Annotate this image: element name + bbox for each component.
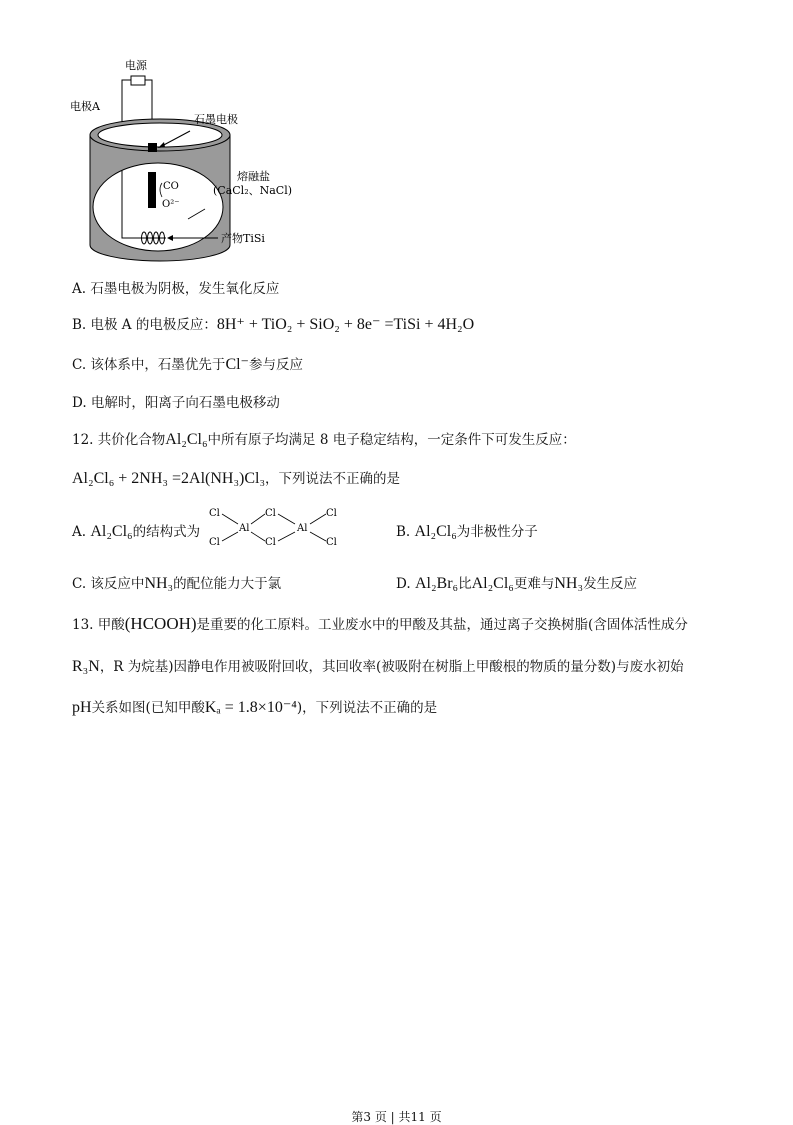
q12-option-c-suffix: 的配位能力大于氯: [173, 576, 282, 592]
q13-line-3-text: 关系如图(已知甲酸: [91, 700, 205, 716]
q12-reaction-suffix: ，下列说法不正确的是: [265, 471, 401, 487]
salt-label: 熔融盐: [237, 170, 270, 183]
q12-stem: [72, 428, 576, 449]
q11-option-b: [72, 313, 474, 334]
cylinder-opening: [98, 123, 222, 147]
q11-option-b-formula: 8H⁺ + TiO₂ + SiO₂ + 8e⁻ =TiSi + 4H₂O: [216, 316, 475, 333]
q12-option-b: [396, 520, 538, 541]
q12-option-d-mid: 比: [458, 576, 472, 592]
q13-ka: Kₐ = 1.8×10⁻⁴: [204, 699, 297, 716]
q12-option-c-text: C. 该反应中: [72, 576, 145, 592]
struct-cl-tr: Cl: [326, 508, 337, 519]
q12-option-a-text: 的结构式为: [132, 524, 201, 540]
q13-line-3-suffix: )，下列说法不正确的是: [296, 700, 438, 716]
q11-option-c: [72, 353, 303, 374]
q12-option-d: [396, 572, 637, 593]
graphite-top: [148, 143, 157, 152]
salt-formula: (CaCl₂、NaCl): [213, 184, 293, 197]
q13-hcooh: (HCOOH): [124, 614, 197, 633]
product-label: 产物TiSi: [221, 232, 265, 245]
q12-option-d-suffix: 发生反应: [583, 576, 638, 592]
q12-stem-suffix: 中所有原子均满足 8 电子稳定结构，一定条件下可发生反应：: [207, 432, 576, 448]
page-footer: 第3 页 | 共11 页: [351, 1110, 442, 1124]
q12-reaction-formula: Al₂Cl₆ + 2NH₃ =2Al(NH₃)Cl₃: [72, 470, 266, 487]
q12-option-c-nh3: NH₃: [144, 575, 174, 592]
graphite-label: 石墨电极: [194, 113, 238, 126]
q11-option-a: A. 石墨电极为阴极，发生氧化反应: [72, 281, 280, 297]
q12-option-b-text: 为非极性分子: [456, 524, 538, 540]
q13-line-1-text: 是重要的化工原料。工业废水中的甲酸及其盐，通过离子交换树脂(含固体活性成分: [196, 617, 688, 633]
q11-option-c-suffix: 参与反应: [249, 357, 303, 373]
q13-ph: pH: [72, 699, 92, 716]
q12-option-c: [72, 572, 281, 593]
q12-stem-prefix: 12. 共价化合物: [72, 432, 166, 448]
electrolysis-figure: [70, 55, 310, 265]
q12-formula: Al₂Cl₆: [165, 431, 208, 448]
q13-r3n: R₃N: [72, 658, 100, 675]
struct-cl-bl: Cl: [209, 537, 220, 548]
q12-option-b-label: B.: [396, 524, 411, 540]
electrode-a-label: 电极A: [70, 100, 100, 113]
q12-reaction: [72, 467, 400, 488]
struct-cl-tm: Cl: [265, 508, 276, 519]
q13-line-1: [72, 613, 688, 634]
q13-number: 13. 甲酸: [72, 617, 125, 633]
q11-option-d: D. 电解时，阳离子向石墨电极移动: [72, 395, 280, 411]
q13-line-2-text: ，R 为烷基)因静电作用被吸附回收，其回收率(被吸附在树脂上甲酸根的物质的量分数)与废水初始: [99, 659, 684, 675]
q12-option-a-label: A.: [72, 524, 87, 540]
struct-al-left: Al: [239, 523, 250, 534]
al2cl6-structure: [205, 505, 355, 550]
q12-option-a: [72, 520, 200, 541]
q11-option-c-text: C. 该体系中，石墨优先于: [72, 357, 226, 373]
q12-option-a-formula: Al₂Cl₆: [90, 523, 133, 540]
power-label: 电源: [125, 59, 147, 72]
q12-option-d-label: D.: [396, 576, 411, 592]
q12-option-b-formula: Al₂Cl₆: [414, 523, 457, 540]
power-source: [131, 76, 145, 85]
co-label: CO: [163, 181, 179, 192]
q12-option-d-al2cl6: Al₂Cl₆: [471, 575, 514, 592]
o2-label: O²⁻: [162, 199, 180, 210]
q12-option-d-mid2: 更难与: [513, 576, 555, 592]
q13-line-3: [72, 696, 437, 717]
q12-option-d-nh3: NH₃: [554, 575, 584, 592]
q11-option-c-ion: Cl⁻: [225, 356, 249, 373]
struct-cl-br: Cl: [326, 537, 337, 548]
struct-al-right: Al: [297, 523, 308, 534]
struct-cl-tl: Cl: [209, 508, 220, 519]
q13-line-2: [72, 655, 684, 676]
q11-option-b-label: B. 电极 A 的电极反应：: [72, 317, 217, 333]
graphite-rod: [148, 172, 156, 208]
struct-cl-bm: Cl: [265, 537, 276, 548]
q12-option-d-al2br6: Al₂Br₆: [414, 575, 459, 592]
